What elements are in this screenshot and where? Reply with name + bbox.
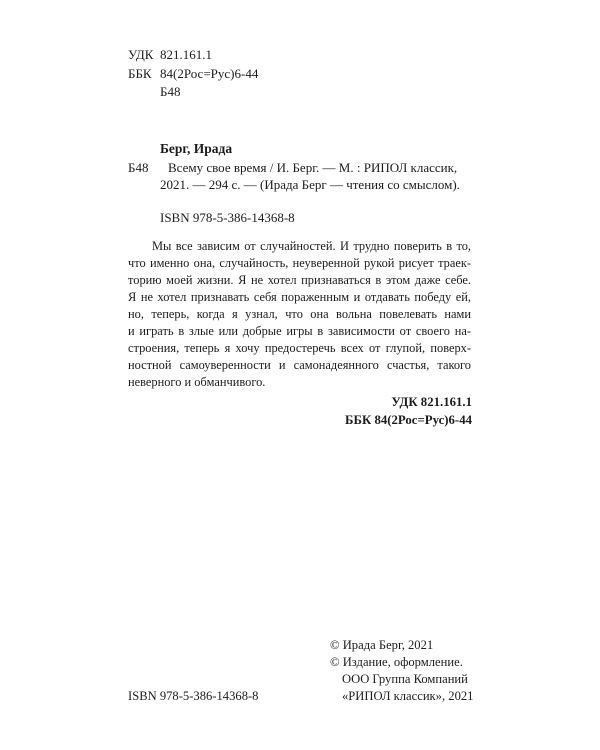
classification-codes-top [128,46,258,102]
annotation-paragraph [128,238,471,391]
record-isbn: ISBN 978-5-386-14368-8 [160,210,295,225]
footer-isbn-block [128,688,258,705]
udk-value: 821.161.1 [160,47,212,62]
udk-label: УДК [128,47,154,62]
copyright-line: «РИПОЛ классик», 2021 [342,689,474,703]
udk-code-right: УДК 821.161.1 [391,395,472,409]
bbk-code-top [128,65,258,84]
annotation-line: торию моей жизни. Я не хотел признаваться в этом даже себе. [128,273,471,287]
copyright-line: © Издание, оформление. [330,655,463,669]
copyright-line: ООО Группа Компаний [342,672,468,686]
copyright-block [330,637,473,705]
annotation-line: неверного и обманчивого. [128,375,266,389]
record-line-1: Всему свое время / И. Берг. — М. : РИПОЛ классик, [168,160,458,175]
copyright-line: © Ирада Берг, 2021 [330,638,434,652]
record-author-mark: Б48 [128,160,149,175]
footer-isbn: ISBN 978-5-386-14368-8 [128,689,259,703]
annotation-line: что именно она, случайность, неуверенной рукой рисует траек- [128,256,471,270]
bbk-code-right: ББК 84(2Рос=Рус)6-44 [345,413,472,427]
annotation-line: Я не хотел признавать себя пораженным и отдавать победу ей, [128,290,471,304]
bbk-value: 84(2Рос=Рус)6-44 [160,65,259,81]
annotation-line: ностной самоуверенности и самонадеянного счастья, такого [128,358,471,372]
annotation-line: но, теперь, когда я узнал, что она вольна повелевать нами [128,307,471,321]
annotation-line: строения, теперь я хочу предостеречь всех от глупой, поверх- [128,341,471,355]
record-line-2: 2021. — 294 с. — (Ирада Берг — чтения со смыслом). [160,177,460,192]
udk-code-top [128,46,258,65]
annotation-line: и играть в злые или добрые игры в зависимости от своего на- [128,324,471,338]
record-description [160,159,460,193]
author-mark-top: Б48 [160,84,181,99]
record-author: Берг, Ирада [160,141,233,156]
classification-codes-right [345,393,472,429]
annotation-line: Мы все зависим от случайностей. И трудно поверить в то, [152,239,471,253]
bbk-label: ББК [128,65,152,81]
